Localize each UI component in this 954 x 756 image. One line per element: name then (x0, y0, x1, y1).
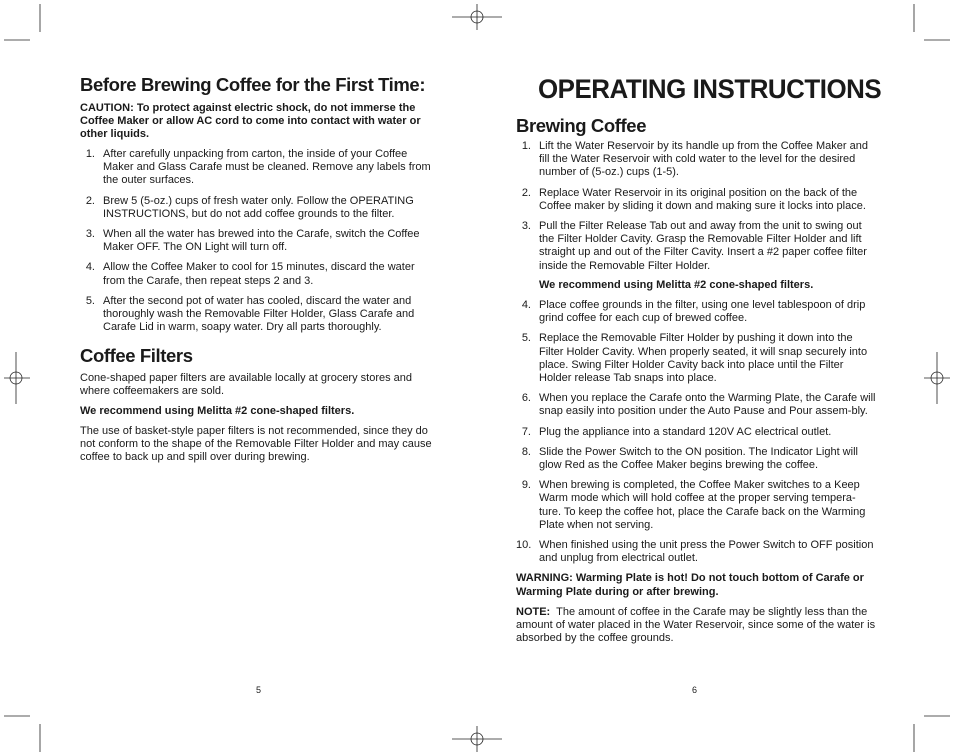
list-item (80, 261, 432, 287)
brewing-filter-recommendation: We recommend using Melitta #2 cone-shaped filters. (539, 278, 814, 291)
caution-text: CAUTION: To protect against electric shock, do not immerse the Coffee Maker or allow AC cord to come into contact with water or other liquids. (80, 102, 421, 141)
list-item-number: 3. (521, 220, 531, 233)
list-item-number: 7. (521, 425, 531, 438)
list-item-number: 9. (521, 479, 531, 492)
filters-description: Cone-shaped paper filters are available locally at grocery stores and where coffeemakers are sold. (80, 372, 413, 398)
filters-recommendation: We recommend using Melitta #2 cone-shaped filters. (80, 405, 355, 417)
list-item-number: 2. (521, 186, 531, 199)
list-item (80, 295, 432, 335)
page-title: OPERATING INSTRUCTIONS (538, 74, 882, 104)
list-item-text: Lift the Water Reservoir by its handle up from the Coffee Maker and fill the Water Reservoir with cold water to the level for the desired number of (5-oz.) cups (1-5). (539, 140, 868, 179)
page-number: 6 (692, 685, 698, 695)
brewing-steps (516, 140, 876, 646)
list-item-number: 8. (521, 445, 531, 458)
list-item (516, 392, 876, 418)
list-item-text: Place coffee grounds in the filter, using one level tablespoon of drip grind coffee for each cup of brewed coffee. (539, 299, 866, 325)
list-item (516, 187, 876, 213)
list-item-text: Plug the appliance into a standard 120V AC electrical outlet. (539, 425, 832, 438)
list-item (516, 140, 876, 180)
warning-text: WARNING: Warming Plate is hot! Do not touch bottom of Carafe or Warming Plate during or after brewing. (516, 572, 864, 598)
list-item-text: Replace Water Reservoir in its original position on the back of the Coffee maker by sliding it down and making sure it locks into place. (539, 186, 866, 212)
list-item-text: Allow the Coffee Maker to cool for 15 minutes, discard the water from the Carafe, then repeat steps 2 and 3. (103, 261, 415, 287)
registration-mark-top (452, 4, 502, 30)
list-item (516, 332, 876, 385)
list-item-number: 3. (85, 228, 95, 241)
list-item-text: When you replace the Carafe onto the Warming Plate, the Carafe will snap easily into position under the Auto Pause and Pour assem-bly. (539, 392, 876, 418)
list-item-text: Brew 5 (5-oz.) cups of fresh water only. Follow the OPERATING INSTRUCTIONS, but do not add coffee grounds to the filter. (103, 194, 414, 220)
list-item (80, 195, 432, 221)
list-item-text: Slide the Power Switch to the ON position. The Indicator Light will glow Red as the Coffee Maker begins brewing the coffee. (539, 445, 858, 472)
first-time-steps (80, 148, 432, 334)
list-item (516, 299, 876, 325)
list-item-text: When brewing is completed, the Coffee Maker switches to a Keep Warm mode which will hold coffee at the proper serving tempera-ture. To keep the coffee hot, place the Carafe back on the Warming Plate when not serving. (539, 479, 866, 531)
list-item (80, 148, 432, 188)
list-item (516, 446, 876, 472)
section-heading-brewing-coffee: Brewing Coffee (516, 115, 647, 136)
page-number: 5 (256, 685, 262, 695)
note-text: The amount of coffee in the Carafe may be slightly less than the amount of water placed in the Water Reservoir, since some of the water is absorbed by the coffee grounds. (516, 605, 876, 645)
list-item-number: 4. (85, 261, 95, 274)
list-item-text: Replace the Removable Filter Holder by pushing it down into the Filter Holder Cavity. When properly seated, it will snap securely into place. Swing Filter Holder Cavity back into place until the Filter Holder release Tab snaps into place. (539, 332, 868, 385)
list-item (80, 228, 432, 254)
note-paragraph (516, 606, 876, 646)
registration-mark-bottom (452, 726, 502, 752)
registration-mark-left (4, 352, 30, 404)
list-item (516, 479, 876, 532)
list-item-number: 1. (85, 148, 95, 160)
list-item-text: Pull the Filter Release Tab out and away from the unit to swing out the Filter Holder Cavity. Grasp the Removable Filter Holder and lift straight up and out of the Filter Cavity. Insert a #2 paper coffee filter inside the Removable Filter Holder. (539, 220, 867, 272)
list-item (516, 426, 876, 439)
list-item-number: 5. (521, 332, 531, 345)
basket-filters-note: The use of basket-style paper filters is not recommended, since they do not conform to the shape of the Removable Filter Holder and may cause coffee to back up and spill over during brewing. (80, 425, 432, 464)
list-item (516, 539, 876, 565)
list-item-number: 4. (521, 299, 531, 312)
section-heading-first-time: Before Brewing Coffee for the First Time: (80, 74, 426, 95)
list-item-text: After the second pot of water has cooled, discard the water and thoroughly wash the Removable Filter Holder, Glass Carafe and Carafe Lid in warm, soapy water. Dry all parts thoroughly. (103, 294, 415, 334)
list-item-number: 2. (85, 194, 95, 207)
list-item-text: When all the water has brewed into the Carafe, switch the Coffee Maker OFF. The ON Light will turn off. (103, 228, 420, 254)
list-item (516, 220, 876, 273)
list-item-text: After carefully unpacking from carton, the inside of your Coffee Maker and Glass Carafe must be cleaned. Remove any labels from the outer surfaces. (103, 148, 431, 187)
list-item-number: 6. (521, 392, 531, 405)
list-item-text: When finished using the unit press the Power Switch to OFF position and unplug from electrical outlet. (539, 539, 874, 565)
list-item-number: 5. (85, 294, 95, 307)
section-heading-coffee-filters: Coffee Filters (80, 345, 193, 366)
note-label: NOTE: (516, 605, 551, 618)
registration-mark-right (924, 352, 950, 404)
list-item-number: 1. (521, 140, 531, 152)
list-item-number: 10. (516, 539, 532, 552)
